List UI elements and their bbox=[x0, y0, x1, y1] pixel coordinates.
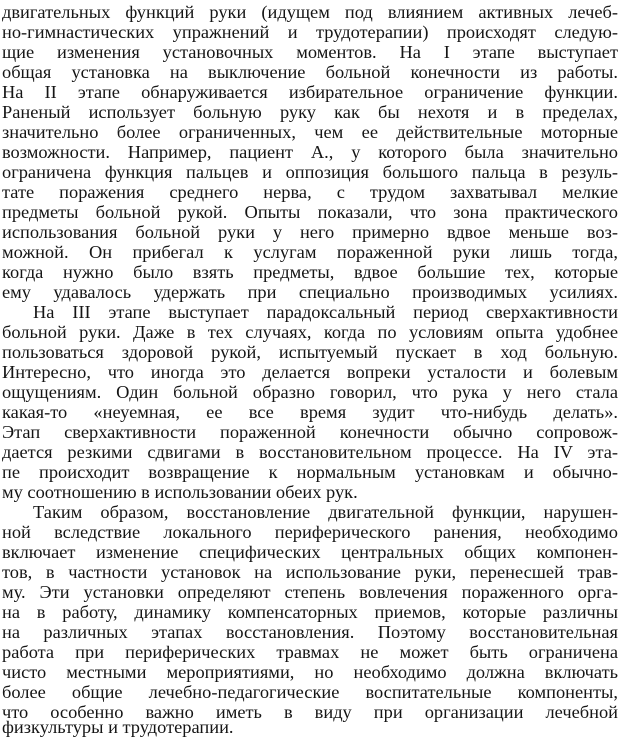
text-line: ной вследствие локального периферического ранения, необходимо bbox=[2, 522, 618, 542]
text-line: использования больной руки у него примерно вдвое меньше воз- bbox=[2, 222, 618, 242]
text-line: пе происходит возвращение к нормальным установкам и обычно- bbox=[2, 462, 618, 482]
text-line: на в работу, динамику компенсаторных приемов, которые различны bbox=[2, 602, 618, 622]
text-line: более общие лечебно-педагогические воспитательные компоненты, bbox=[2, 682, 618, 702]
text-line: но-гимнастических упражнений и трудотерапии) происходят следую- bbox=[2, 22, 618, 42]
text-line: му. Эти установки определяют степень вовлечения пораженного орга- bbox=[2, 582, 618, 602]
text-line: тате поражения среднего нерва, с трудом захватывал мелкие bbox=[2, 182, 618, 202]
text-line: возможности. Например, пациент А., у которого была значительно bbox=[2, 142, 618, 162]
paragraph-first-line: Таким образом, восстановление двигательной функции, нарушен- bbox=[33, 502, 618, 522]
text-line: Интересно, что иногда это делается вопреки усталости и болевым bbox=[2, 362, 618, 382]
text-line: включает изменение специфических центральных общих компонен- bbox=[2, 542, 618, 562]
text-line: пользоваться здоровой рукой, испытуемый пускает в ход больную. bbox=[2, 342, 618, 362]
text-line: какая-то «неуемная, ее все время зудит что-нибудь делать». bbox=[2, 402, 618, 422]
text-line: больной руки. Даже в тех случаях, когда по условиям опыта удобнее bbox=[2, 322, 618, 342]
text-line: когда нужно было взять предметы, вдвое большие тех, которые bbox=[2, 262, 618, 282]
text-line: тов, в частности установок на использование руки, перенесшей трав- bbox=[2, 562, 618, 582]
text-line: ощущениям. Один больной образно говорил, что рука у него стала bbox=[2, 382, 618, 402]
text-line: двигательных функций руки (идущем под влиянием активных лечеб- bbox=[2, 2, 618, 22]
text-line: ему удавалось удержать при специально производимых усилиях. bbox=[2, 282, 618, 302]
paragraph-first-line: На III этапе выступает парадоксальный период сверхактивности bbox=[33, 302, 618, 322]
text-line: дается резкими сдвигами в восстановительном процессе. На IV эта- bbox=[2, 442, 618, 462]
paragraph-last-line: физкультуры и трудотерапии. bbox=[2, 717, 234, 737]
text-line: значительно более ограниченных, чем ее действительные моторные bbox=[2, 122, 618, 142]
text-line: щие изменения установочных моментов. На I этапе выступает bbox=[2, 42, 618, 62]
text-line: общая установка на выключение больной конечности из работы. bbox=[2, 62, 618, 82]
paragraph-last-line: му соотношению в использовании обеих рук. bbox=[2, 482, 358, 502]
text-line: Раненый использует больную руку как бы нехотя и в пределах, bbox=[2, 102, 618, 122]
text-line: можной. Он прибегал к услугам пораженной руки лишь тогда, bbox=[2, 242, 618, 262]
text-line: ограничена функция пальцев и оппозиция большого пальца в резуль- bbox=[2, 162, 618, 182]
text-line: работа при периферических травмах не может быть ограничена bbox=[2, 642, 618, 662]
text-line: чисто местными мероприятиями, но необходимо должна включать bbox=[2, 662, 618, 682]
text-line: предметы больной рукой. Опыты показали, что зона практического bbox=[2, 202, 618, 222]
text-line: Этап сверхактивности пораженной конечности обычно сопровож- bbox=[2, 422, 618, 442]
text-line: На II этапе обнаруживается избирательное ограничение функции. bbox=[2, 82, 618, 102]
text-line: что особенно важно иметь в виду при организации лечебной bbox=[2, 702, 618, 722]
text-line: на различных этапах восстановления. Поэтому восстановительная bbox=[2, 622, 618, 642]
